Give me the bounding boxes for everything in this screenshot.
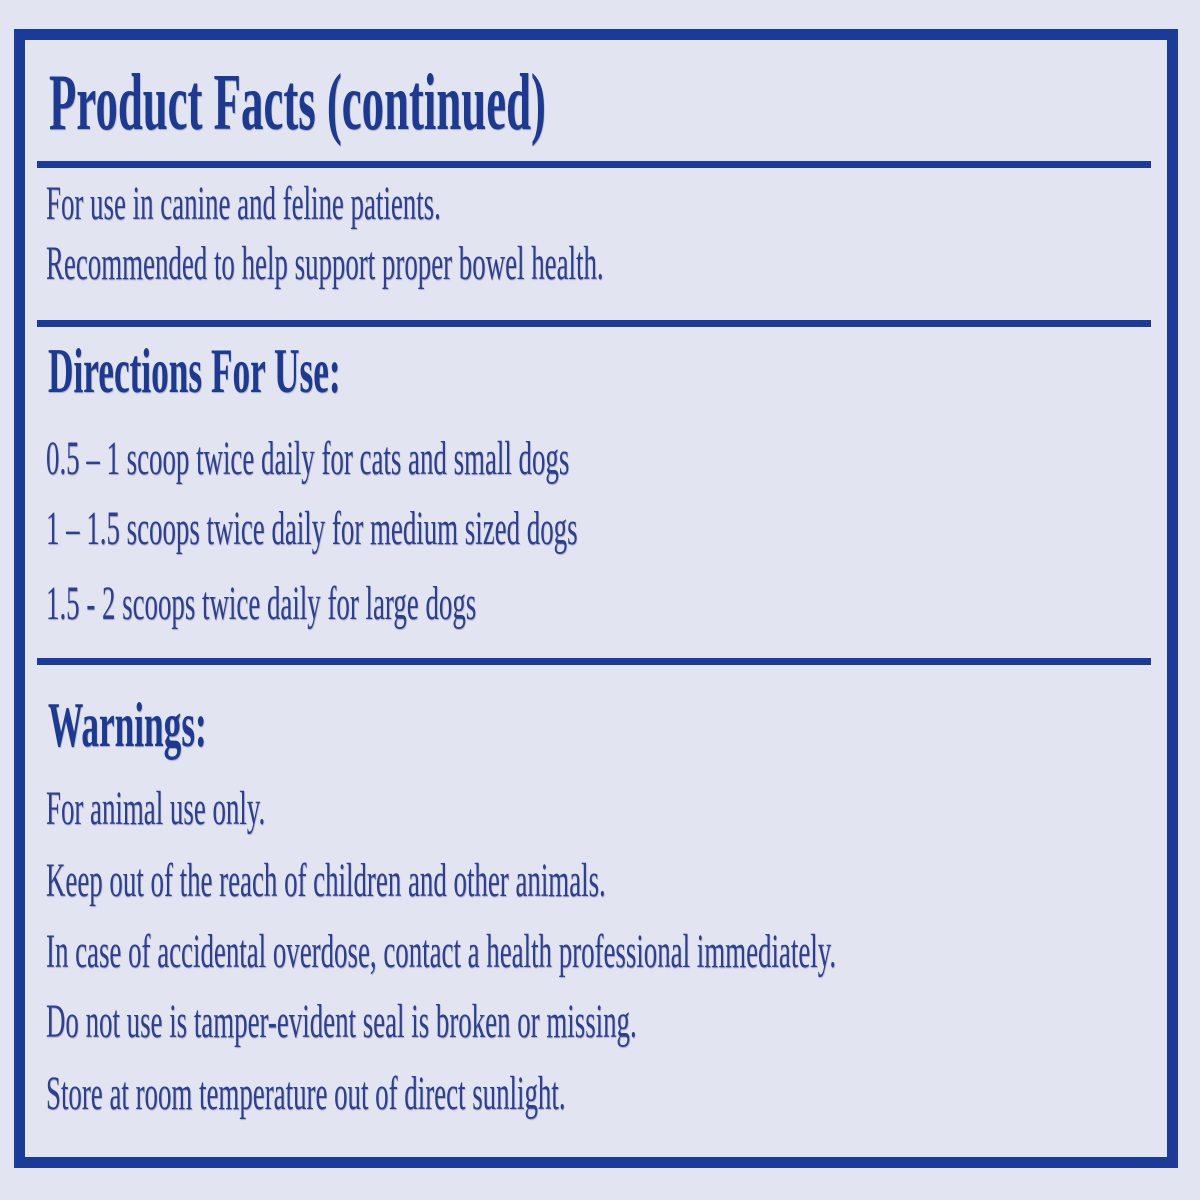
direction-line-large-dogs: 1.5 - 2 scoops twice daily for large dogs [46,577,477,630]
section-divider-warnings [37,658,1151,665]
direction-line-medium-dogs: 1 – 1.5 scoops twice daily for medium sized dogs [46,502,578,555]
product-facts-panel [14,29,1178,1168]
warning-line-storage: Store at room temperature out of direct sunlight. [46,1067,566,1120]
intro-line-recommendation: Recommended to help support proper bowel health. [46,237,604,290]
direction-line-cats-small-dogs: 0.5 – 1 scoop twice daily for cats and small dogs [46,432,570,485]
section-divider-directions [37,320,1151,327]
intro-line-usage: For use in canine and feline patients. [46,177,441,230]
warning-line-overdose: In case of accidental overdose, contact a health professional immediately. [46,925,837,978]
warning-line-tamper-seal: Do not use is tamper-evident seal is broken or missing. [46,995,637,1048]
directions-heading: Directions For Use: [48,336,341,406]
section-divider-top [37,161,1151,168]
product-facts-title: Product Facts (continued) [49,59,546,147]
warning-line-animal-use: For animal use only. [46,782,266,835]
warning-line-keep-out-of-reach: Keep out of the reach of children and other animals. [46,854,606,907]
warnings-heading: Warnings: [48,690,207,760]
